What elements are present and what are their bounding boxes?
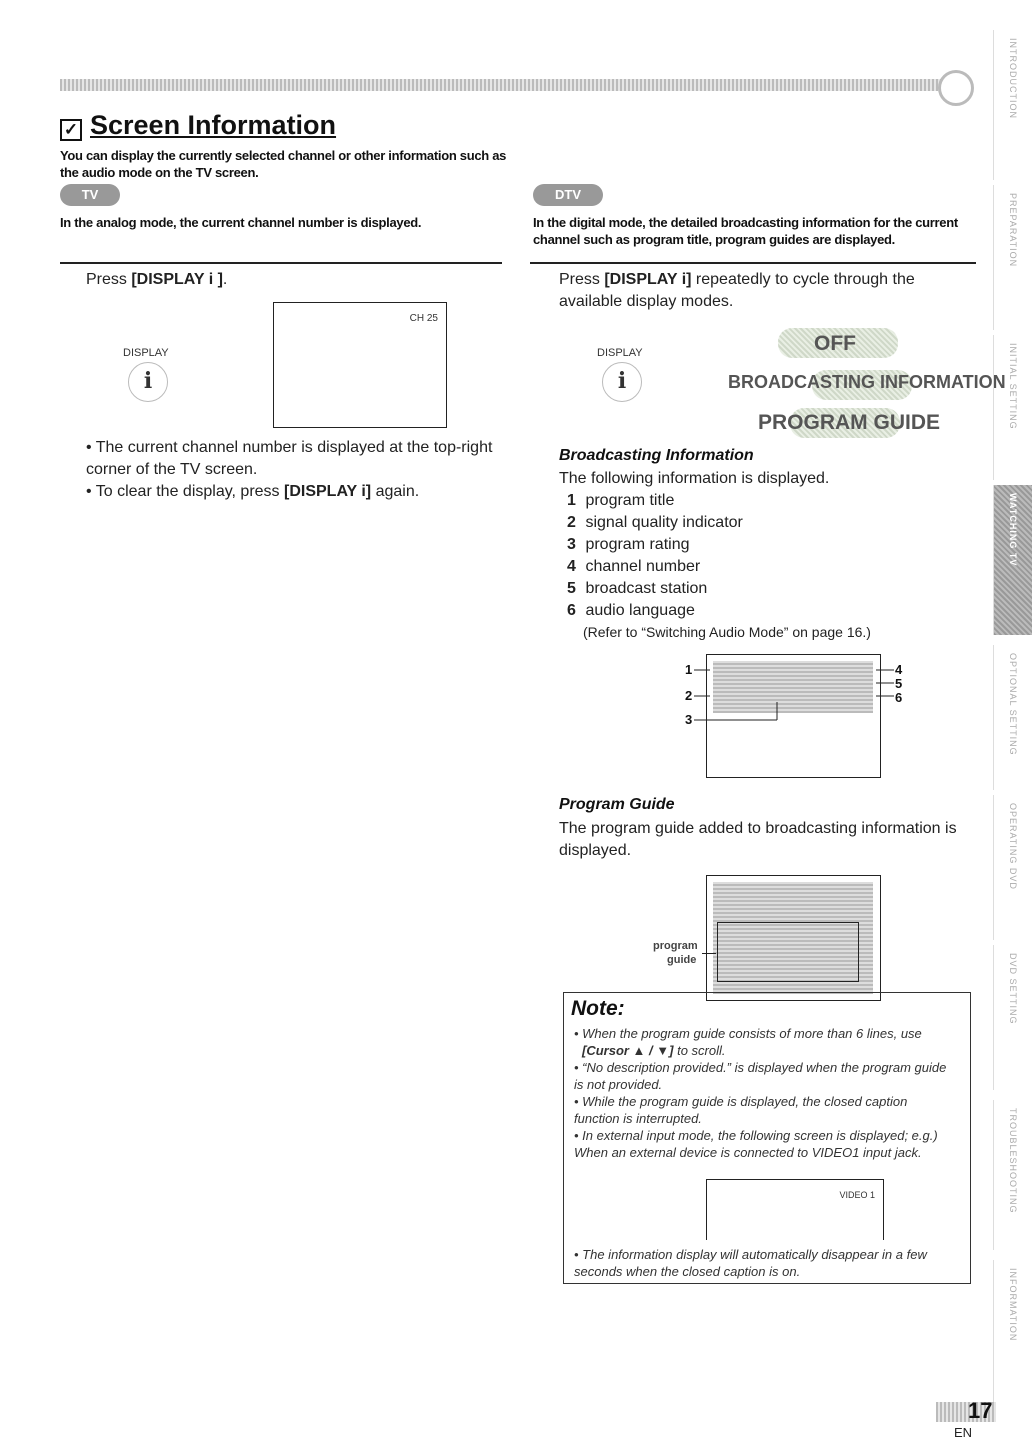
mode-off: OFF <box>814 332 856 355</box>
tv-display-button-icon: i <box>128 362 168 402</box>
tab-optional-setting[interactable]: OPTIONAL SETTING <box>993 645 1032 790</box>
note-item-5: • The information display will automatically disappear in a few seconds when the closed caption is on. <box>574 1247 927 1279</box>
list-item: 4 channel number <box>567 558 701 575</box>
page-language: EN <box>954 1425 973 1440</box>
dtv-description: In the digital mode, the detailed broadcasting information for the current channel such as program title, program guides are displayed. <box>533 215 958 247</box>
tab-troubleshooting[interactable]: TROUBLESHOOTING <box>993 1100 1032 1250</box>
page-title: ✓ Screen Information <box>60 110 336 141</box>
tv-display-button-label: DISPLAY <box>123 347 169 359</box>
note-title: Note: <box>571 997 625 1020</box>
dtv-rule <box>530 262 976 264</box>
list-item: 6 audio language <box>567 602 695 619</box>
refer-note: (Refer to “Switching Audio Mode” on page 16.) <box>583 624 871 640</box>
callout-6: 6 <box>895 690 903 705</box>
note-box <box>563 992 971 1284</box>
mode-broadcasting-information: BROADCASTING INFORMATION <box>728 372 1006 392</box>
broadcasting-info-heading: Broadcasting Information <box>559 447 754 464</box>
callout-1: 1 <box>685 662 693 677</box>
dtv-display-button-icon: i <box>602 362 642 402</box>
note-item-1: • When the program guide consists of more than 6 lines, use [Cursor ▲ / ▼] to scroll. <box>574 1026 922 1058</box>
tab-initial-setting[interactable]: INITIAL SETTING <box>993 335 1032 480</box>
program-guide-pointer <box>702 953 716 954</box>
tab-operating-dvd[interactable]: OPERATING DVD <box>993 795 1032 940</box>
tv-screen-illustration <box>273 302 447 428</box>
note-item-3: • While the program guide is displayed, the closed caption function is interrupted. <box>574 1094 908 1126</box>
checkbox-icon: ✓ <box>60 119 82 141</box>
list-item: 5 broadcast station <box>567 580 708 597</box>
callout-lines <box>680 660 910 732</box>
header-bar <box>60 79 948 91</box>
tab-introduction[interactable]: INTRODUCTION <box>993 30 1032 180</box>
tv-bullet-1: • The current channel number is displayed at the top-right corner of the TV screen. <box>86 439 493 478</box>
callout-4: 4 <box>895 662 903 677</box>
tv-bullet-2: • To clear the display, press [DISPLAY i] again. <box>86 483 420 500</box>
tab-dvd-setting[interactable]: DVD SETTING <box>993 945 1032 1090</box>
note-item-2: • “No description provided.” is displayed when the program guide is not provided. <box>574 1060 947 1092</box>
page-number: 17 <box>968 1398 993 1423</box>
note-item-4: • In external input mode, the following screen is displayed; e.g.) When an external device is connected to VIDEO1 input jack. <box>574 1128 938 1160</box>
dtv-badge: DTV <box>533 184 603 206</box>
intro-text: You can display the currently selected channel or other information such as the audio mode on the TV screen. <box>60 148 507 180</box>
tv-rule <box>60 262 502 264</box>
tab-information[interactable]: INFORMATION <box>993 1260 1032 1405</box>
callout-5: 5 <box>895 676 903 691</box>
tv-press-instruction: Press [DISPLAY i ]. <box>86 271 228 288</box>
broadcasting-info-list <box>567 490 743 622</box>
list-item: 2 signal quality indicator <box>567 514 743 531</box>
dtv-display-button-label: DISPLAY <box>597 347 643 359</box>
tv-description: In the analog mode, the current channel number is displayed. <box>60 215 422 230</box>
note-screen-label: VIDEO 1 <box>839 1190 875 1200</box>
tab-watching-tv[interactable]: WATCHING TV <box>993 485 1032 635</box>
mode-program-guide: PROGRAM GUIDE <box>758 411 941 434</box>
tab-preparation[interactable]: PREPARATION <box>993 185 1032 330</box>
program-guide-label: program guide <box>653 940 698 966</box>
tv-badge: TV <box>60 184 120 206</box>
program-guide-heading: Program Guide <box>559 796 675 813</box>
list-item: 3 program rating <box>567 536 690 553</box>
broadcasting-info-intro: The following information is displayed. <box>559 470 830 487</box>
callout-2: 2 <box>685 688 693 703</box>
program-guide-screen-illustration <box>706 875 881 1001</box>
tv-screen-channel: CH 25 <box>409 313 438 324</box>
program-guide-box <box>717 922 859 982</box>
note-screen-illustration <box>706 1179 884 1240</box>
list-item: 1 program title <box>567 492 675 509</box>
header-circle-icon <box>938 70 974 106</box>
program-guide-text: The program guide added to broadcasting information is displayed. <box>559 820 957 859</box>
callout-3: 3 <box>685 712 693 727</box>
dtv-press-instruction: Press [DISPLAY i] repeatedly to cycle through the available display modes. <box>559 271 915 310</box>
